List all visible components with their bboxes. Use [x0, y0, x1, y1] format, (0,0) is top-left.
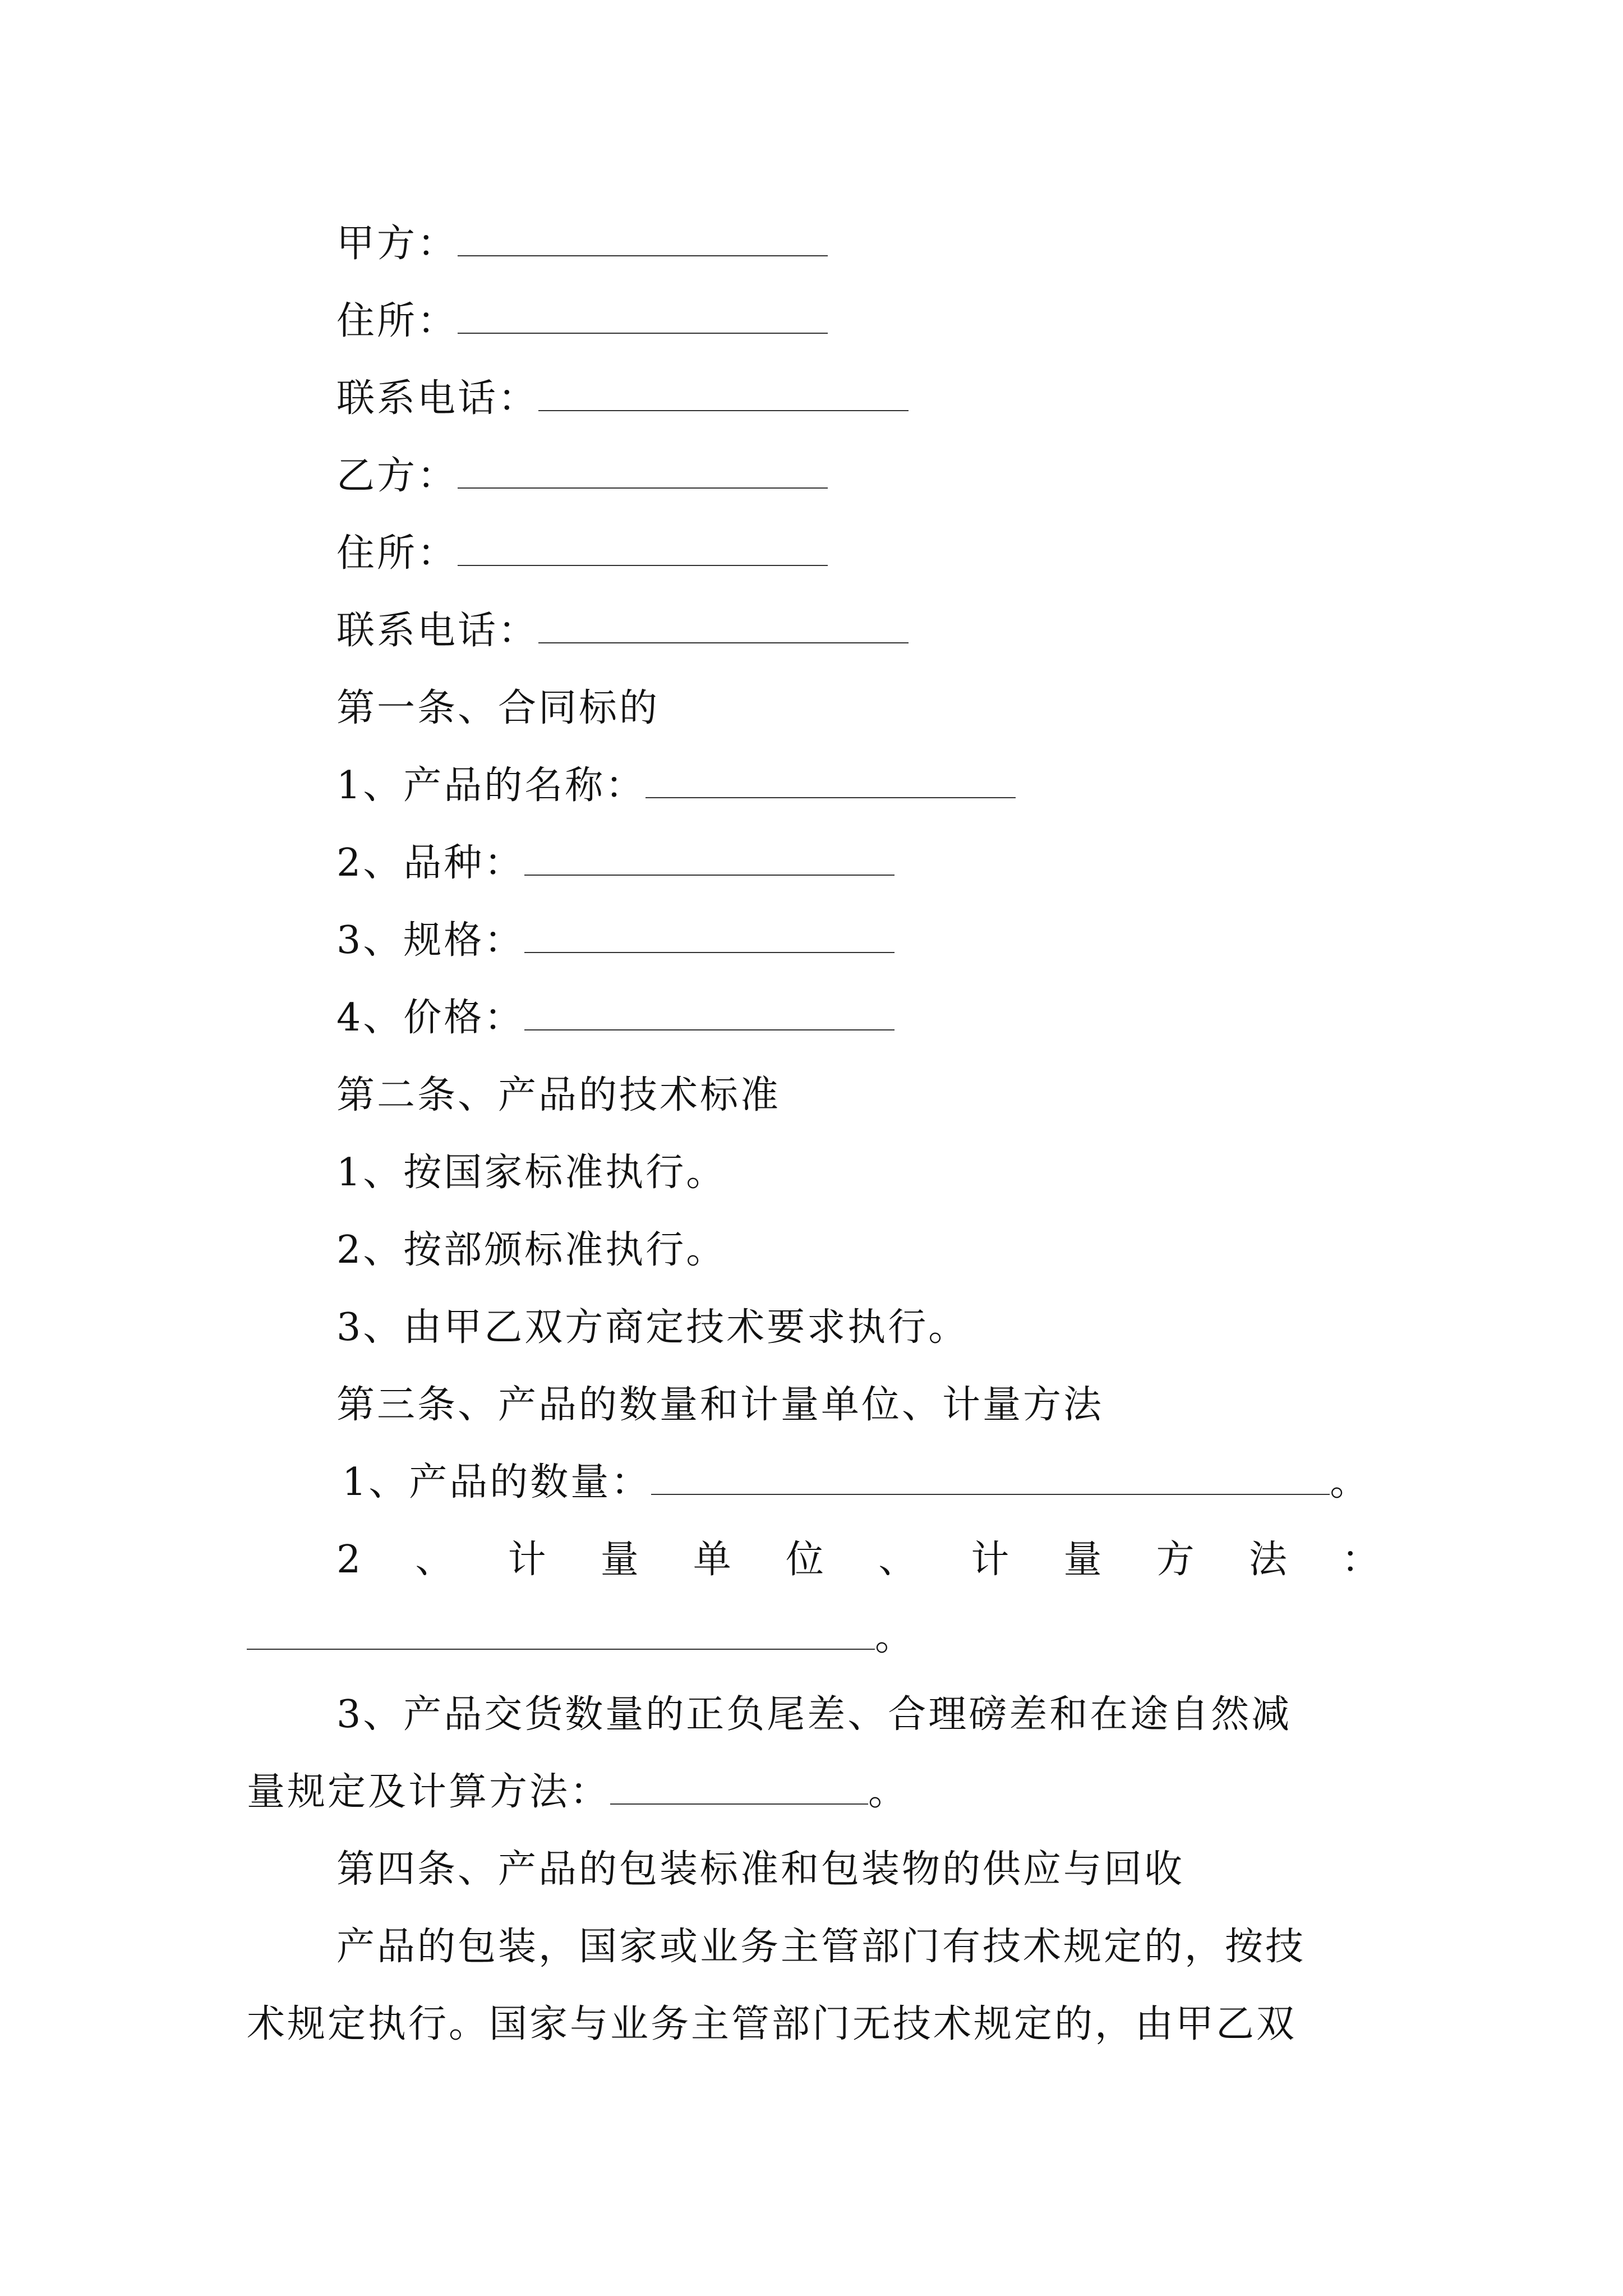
- spec-field: [336, 918, 895, 963]
- variety-blank: [524, 843, 895, 876]
- article2-item-3: 3、由甲乙双方商定技术要求执行。: [336, 1305, 969, 1350]
- price-field: [336, 996, 895, 1041]
- variety-label: 2、品种：: [336, 841, 525, 885]
- article3-title: 第三条、产品的数量和计量单位、计量方法: [336, 1383, 1104, 1427]
- article1-title: 第一条、合同标的: [336, 686, 660, 730]
- product-name-blank: [645, 766, 1016, 798]
- article4-title: 第四条、产品的包装标准和包装物的供应与回收: [336, 1847, 1185, 1892]
- tolerance-text-line2: [247, 1770, 909, 1815]
- article2-title: 第二条、产品的技术标准: [336, 1073, 781, 1117]
- party-b-blank: [458, 456, 828, 489]
- party-b-address-field: [336, 531, 828, 576]
- unit-method-blank: [247, 1617, 875, 1650]
- party-b-phone-blank: [538, 611, 909, 643]
- party-a-address-blank: [458, 301, 828, 334]
- variety-field: [336, 841, 895, 886]
- tolerance-blank: [610, 1772, 868, 1805]
- party-b-label: 乙方：: [336, 454, 458, 498]
- tolerance-label: 量规定及计算方法：: [247, 1770, 611, 1814]
- article4-paragraph-line2: 术规定执行。国家与业务主管部门无技术规定的，由甲乙双: [247, 2002, 1297, 2046]
- party-b-phone-label: 联系电话：: [336, 609, 539, 653]
- unit-method-char: 2: [336, 1538, 361, 1582]
- quantity-period: 。: [1330, 1460, 1371, 1504]
- unit-method-char: 量: [600, 1538, 639, 1582]
- party-a-blank: [458, 224, 828, 256]
- unit-method-char: 计: [508, 1538, 546, 1582]
- party-a-label: 甲方：: [336, 222, 458, 266]
- article2-item-1: 1、按国家标准执行。: [336, 1151, 727, 1195]
- unit-method-char: 法: [1248, 1538, 1287, 1582]
- unit-method-label-line: [336, 1538, 1380, 1582]
- tolerance-period: 。: [868, 1770, 909, 1814]
- unit-method-period: 。: [875, 1615, 916, 1659]
- spec-blank: [524, 921, 895, 953]
- party-b-phone-field: [336, 609, 909, 654]
- product-name-field: [336, 763, 1016, 808]
- party-b-address-blank: [458, 533, 828, 566]
- party-a-phone-field: [336, 376, 909, 421]
- party-a-address-field: [336, 299, 828, 344]
- tolerance-text-line1: 3、产品交货数量的正负尾差、合理磅差和在途自然减: [336, 1692, 1292, 1737]
- price-blank: [524, 998, 895, 1030]
- quantity-field: [342, 1460, 1370, 1505]
- quantity-blank: [651, 1462, 1330, 1495]
- party-a-address-label: 住所：: [336, 299, 458, 343]
- unit-method-char: ：: [1341, 1538, 1380, 1582]
- unit-method-char: 计: [971, 1538, 1009, 1582]
- unit-method-char: 、: [878, 1538, 917, 1582]
- party-a-field: [336, 222, 828, 266]
- quantity-label: 1、产品的数量：: [342, 1460, 652, 1504]
- unit-method-blank-line: [247, 1615, 915, 1660]
- price-label: 4、价格：: [336, 996, 525, 1040]
- party-a-phone-label: 联系电话：: [336, 376, 539, 421]
- article2-item-2: 2、按部颁标准执行。: [336, 1228, 727, 1272]
- product-name-label: 1、产品的名称：: [336, 763, 646, 808]
- party-a-phone-blank: [538, 379, 909, 411]
- unit-method-char: 量: [1063, 1538, 1102, 1582]
- unit-method-char: 方: [1156, 1538, 1195, 1582]
- party-b-address-label: 住所：: [336, 531, 458, 576]
- unit-method-char: 单: [693, 1538, 731, 1582]
- party-b-field: [336, 454, 828, 499]
- unit-method-char: 、: [415, 1538, 454, 1582]
- article4-paragraph-line1: 产品的包装，国家或业务主管部门有技术规定的，按技: [336, 1925, 1306, 1969]
- spec-label: 3、规格：: [336, 918, 525, 963]
- unit-method-char: 位: [786, 1538, 824, 1582]
